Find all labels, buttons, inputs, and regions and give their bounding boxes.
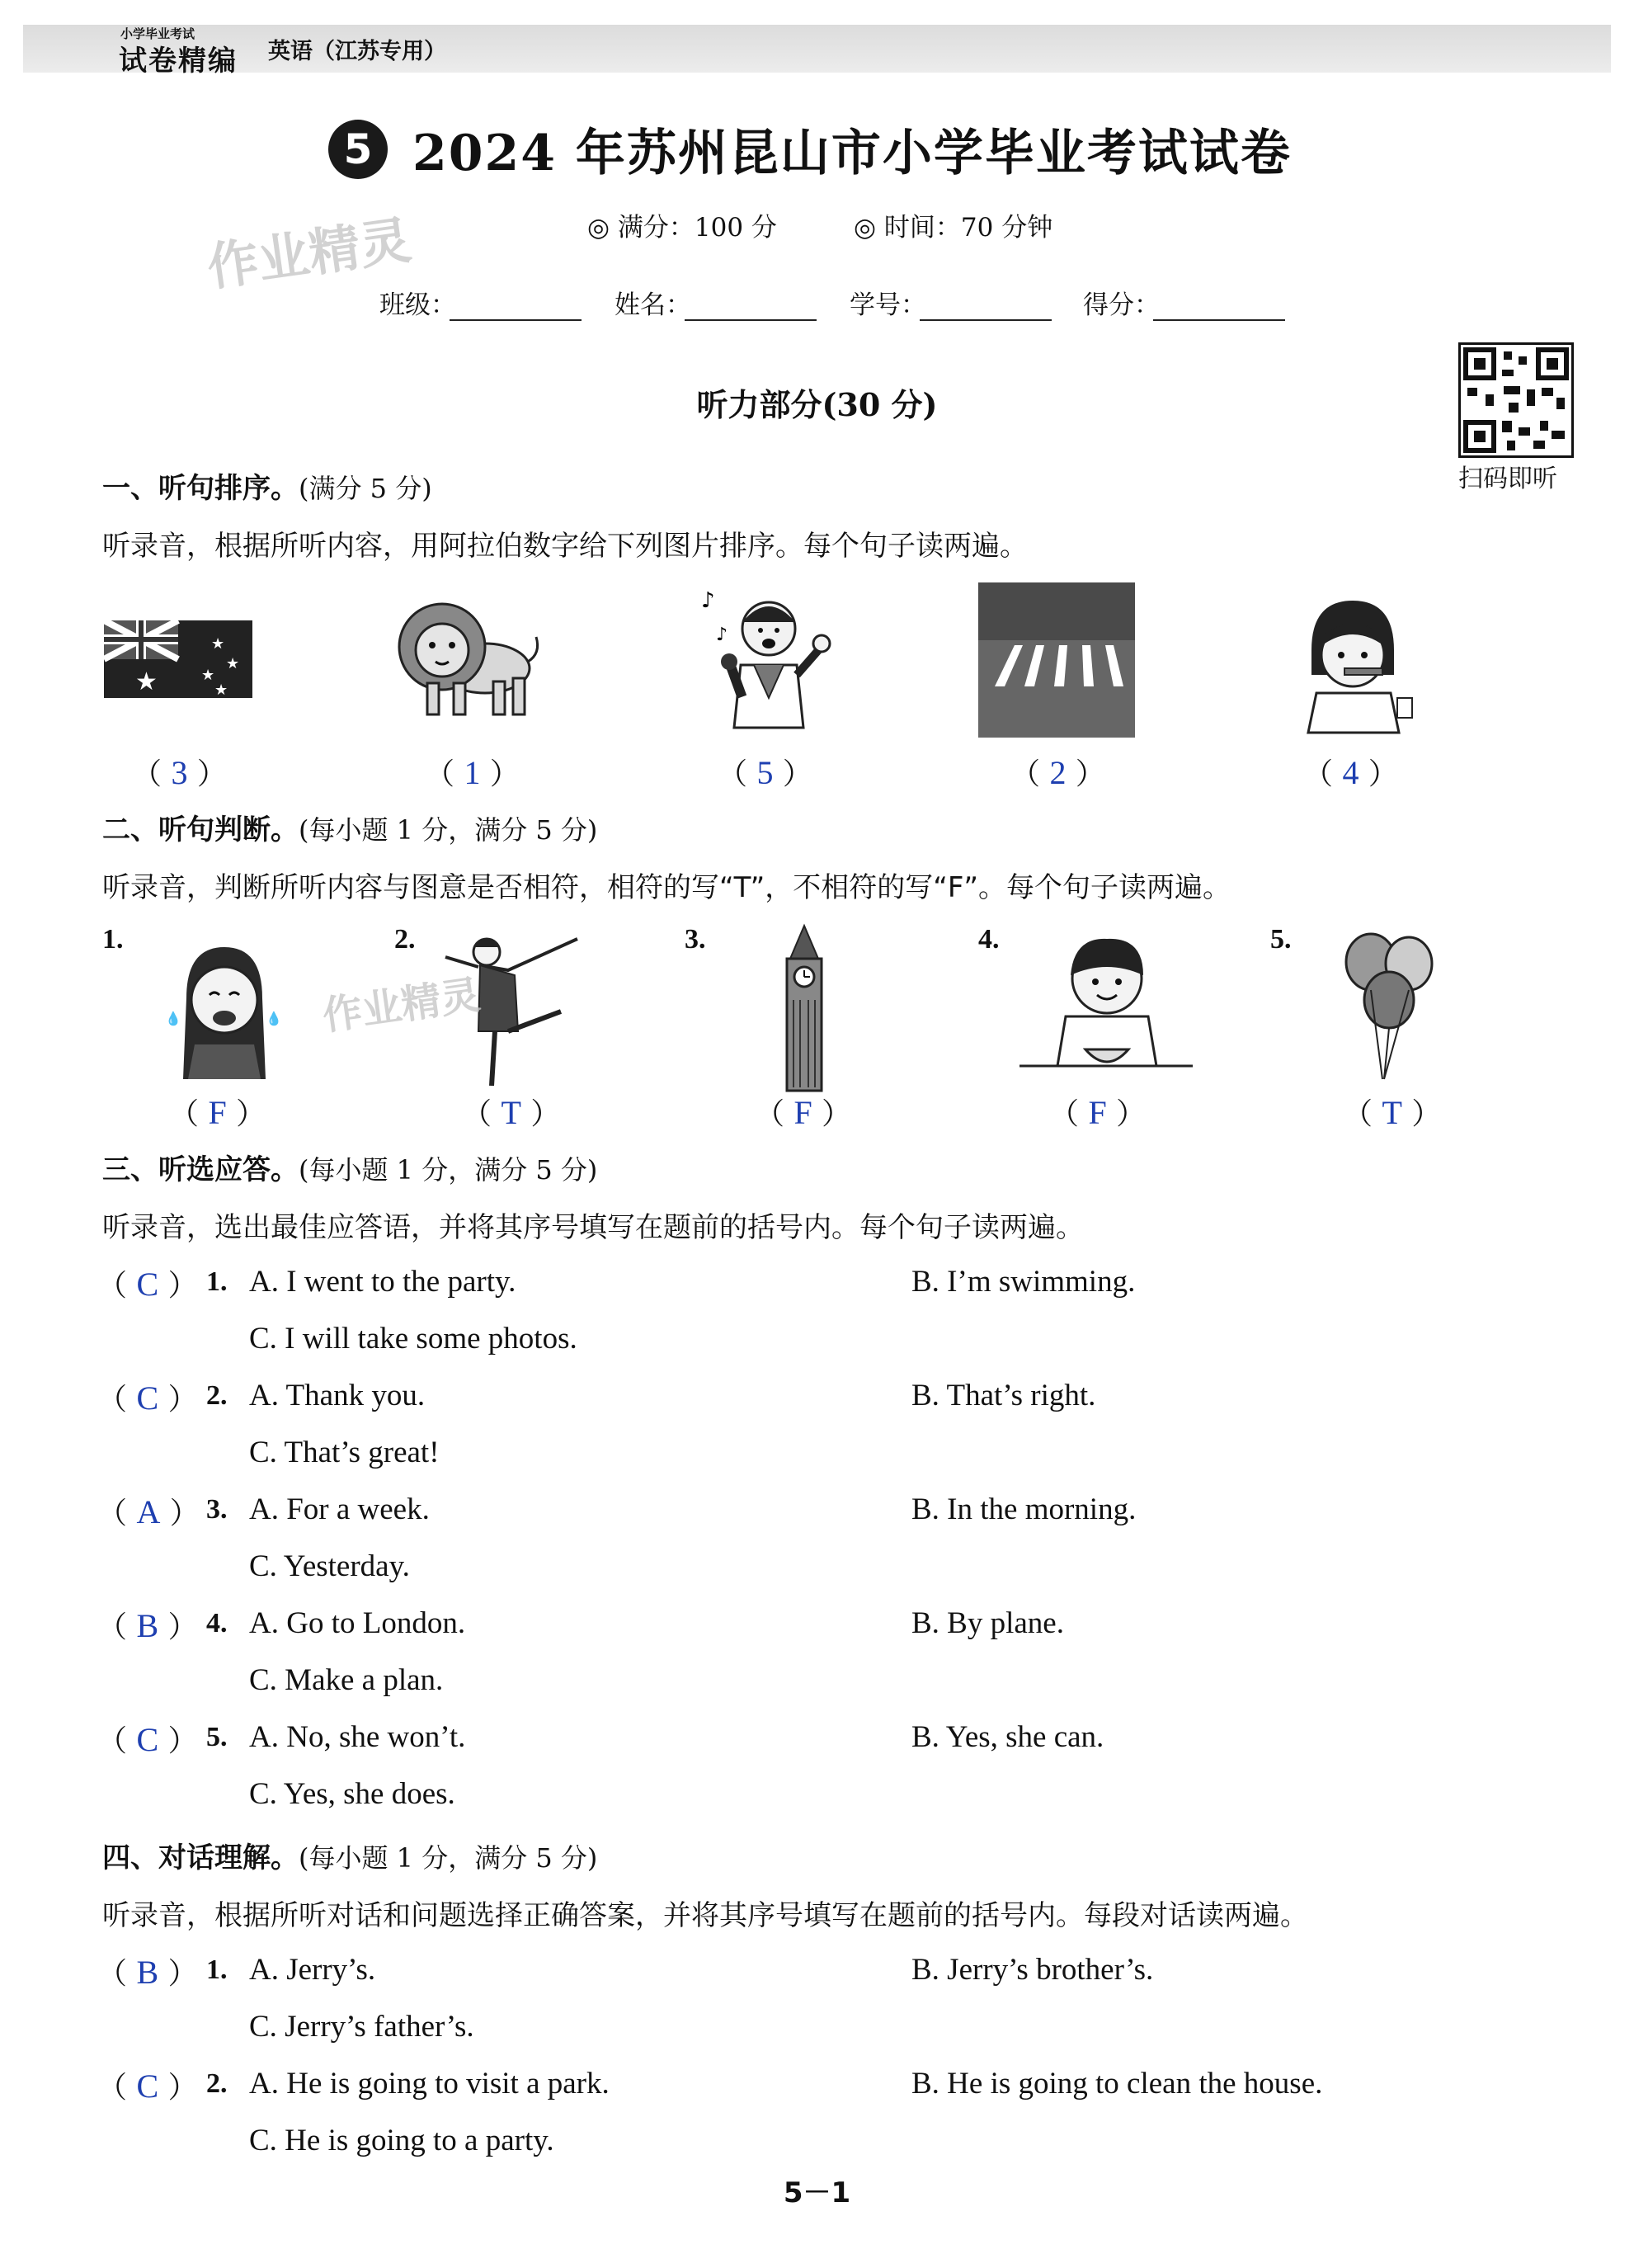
svg-text:★: ★ <box>135 667 158 696</box>
paper-title: 2024 年苏州昆山市小学毕业考试试卷 <box>412 125 1292 182</box>
part1-answer-3-value: 5 <box>756 754 774 791</box>
part3-answer-2[interactable]: （ C ） <box>97 1379 198 1417</box>
part1-answer-3[interactable]: （ 5 ） <box>718 754 812 791</box>
boy-eating-noodles-picture <box>1019 934 1193 1074</box>
part3-answer-1-value: C <box>136 1266 159 1303</box>
part3-item-1-option-c: C. I will take some photos. <box>249 1322 577 1356</box>
svg-text:💧: 💧 <box>266 1011 282 1026</box>
part3-item-3-option-a: A. For a week. <box>249 1492 430 1526</box>
part1-title <box>102 465 432 506</box>
balloons-picture <box>1341 926 1440 1082</box>
part3-item-2-option-a: A. Thank you. <box>249 1379 426 1412</box>
part4-answer-2-value: C <box>136 2068 159 2105</box>
part2-item-4-number: 4. <box>978 924 1000 955</box>
part4-item-2-option-a: A. He is going to visit a park. <box>249 2067 610 2101</box>
paper-number-badge: 5 <box>328 120 388 179</box>
part1-answer-1[interactable]: （ 3 ） <box>132 754 227 791</box>
part3-item-4-option-b: B. By plane. <box>911 1606 1064 1640</box>
part2-answer-1[interactable]: （ F ） <box>169 1094 266 1131</box>
svg-text:★: ★ <box>214 681 228 699</box>
part3-item-1-number: 1. <box>206 1266 228 1297</box>
crying-girl-picture <box>162 941 285 1081</box>
part3-answer-3[interactable]: （ A ） <box>97 1493 200 1530</box>
girl-brushing-teeth-picture <box>1292 601 1415 733</box>
lion-picture <box>394 587 543 719</box>
field-class-label: 班级： <box>379 290 456 320</box>
part1-answer-2-value: 1 <box>464 754 481 791</box>
singing-boy-picture <box>699 582 831 731</box>
watermark-2: 作业精灵 <box>319 971 483 1040</box>
part2-answer-3-value: F <box>793 1094 812 1131</box>
field-class-input[interactable] <box>450 319 582 321</box>
part4-title <box>102 1835 597 1875</box>
part3-answer-2-value: C <box>136 1379 159 1417</box>
field-name-label: 姓名： <box>615 290 691 320</box>
part3-instruction: 听录音，选出最佳应答语，并将其序号填写在题前的括号内。每个句子读两遍。 <box>102 1211 1084 1244</box>
part4-instruction: 听录音，根据所听对话和问题选择正确答案，并将其序号填写在题前的括号内。每段对话读两遍。 <box>102 1899 1308 1932</box>
part1-answer-1-value: 3 <box>171 754 188 791</box>
part3-item-3-number: 3. <box>206 1494 228 1525</box>
part2-answer-2-value: T <box>501 1094 521 1131</box>
part2-answer-5[interactable]: （ T ） <box>1343 1094 1442 1131</box>
series-title: 试卷精编 <box>119 45 238 78</box>
part2-instruction: 听录音，判断所听内容与图意是否相符，相符的写“T”，不相符的写“F”。每个句子读两遍。 <box>102 871 1231 904</box>
part3-item-5-option-b: B. Yes, she can. <box>911 1720 1104 1754</box>
part3-answer-5-value: C <box>136 1721 159 1758</box>
part2-answer-4-value: F <box>1088 1094 1107 1131</box>
part3-item-5-number: 5. <box>206 1722 228 1752</box>
subject-label: 英语（江苏专用） <box>268 39 446 64</box>
part4-note: (每小题 1 分，满分 5 分) <box>299 1842 598 1874</box>
field-id-label: 学号： <box>850 290 926 320</box>
part1-note: (满分 5 分) <box>299 473 432 504</box>
part4-item-2-option-b: B. He is going to clean the house. <box>911 2067 1323 2101</box>
part1-answer-2[interactable]: （ 1 ） <box>425 754 520 791</box>
part3-answer-4[interactable]: （ B ） <box>97 1607 198 1644</box>
part3-item-5-option-c: C. Yes, she does. <box>249 1777 455 1811</box>
part3-item-4-number: 4. <box>206 1608 228 1639</box>
part3-item-4-option-a: A. Go to London. <box>249 1606 466 1640</box>
zebra-crossing-picture <box>978 582 1135 738</box>
part4-answer-1[interactable]: （ B ） <box>97 1954 198 1991</box>
field-name-input[interactable] <box>685 319 817 321</box>
field-score-label: 得分： <box>1083 290 1160 320</box>
big-ben-picture <box>775 926 833 1091</box>
part2-title <box>102 807 597 847</box>
part3-item-2-option-c: C. That’s great! <box>249 1436 440 1469</box>
part3-item-5-option-a: A. No, she won’t. <box>249 1720 466 1754</box>
watermark: 作业精灵 <box>203 210 415 298</box>
svg-text:★: ★ <box>226 655 240 672</box>
part3-title <box>102 1147 597 1187</box>
part2-note: (每小题 1 分，满分 5 分) <box>299 814 598 846</box>
part2-item-5-number: 5. <box>1270 924 1292 955</box>
part3-answer-1[interactable]: （ C ） <box>97 1266 198 1303</box>
part1-title-text: 一、听句排序。 <box>102 472 299 505</box>
svg-text:★: ★ <box>211 635 225 653</box>
australia-flag-picture <box>104 620 252 698</box>
part4-answer-1-value: B <box>136 1954 159 1991</box>
part1-answer-4[interactable]: （ 2 ） <box>1010 754 1105 791</box>
field-score-input[interactable] <box>1153 319 1285 321</box>
part1-answer-4-value: 2 <box>1049 754 1067 791</box>
svg-text:💧: 💧 <box>165 1011 181 1026</box>
part2-answer-5-value: T <box>1382 1094 1402 1131</box>
part1-answer-5-value: 4 <box>1342 754 1359 791</box>
part4-item-2-number: 2. <box>206 2068 228 2099</box>
part4-item-1-option-c: C. Jerry’s father’s. <box>249 2010 474 2044</box>
part3-item-4-option-c: C. Make a plan. <box>249 1663 444 1697</box>
part2-item-1-number: 1. <box>102 924 124 955</box>
header-band <box>23 25 1611 73</box>
part2-item-3-number: 3. <box>685 924 706 955</box>
part2-answer-3[interactable]: （ F ） <box>755 1094 852 1131</box>
part4-item-2-option-c: C. He is going to a party. <box>249 2124 554 2157</box>
part3-item-3-option-c: C. Yesterday. <box>249 1549 410 1583</box>
part3-answer-4-value: B <box>136 1607 159 1644</box>
part3-answer-3-value: A <box>136 1493 161 1530</box>
part4-answer-2[interactable]: （ C ） <box>97 2068 198 2105</box>
qr-caption: 扫码即听 <box>1458 464 1557 493</box>
part2-answer-4[interactable]: （ F ） <box>1049 1094 1147 1131</box>
part3-answer-5[interactable]: （ C ） <box>97 1721 198 1758</box>
svg-text:♪: ♪ <box>701 588 715 613</box>
part3-item-2-number: 2. <box>206 1380 228 1411</box>
page-number: 5－1 <box>783 2176 851 2209</box>
part4-title-text: 四、对话理解。 <box>102 1841 299 1874</box>
part2-answer-2[interactable]: （ T ） <box>462 1094 561 1131</box>
part3-item-1-option-a: A. I went to the party. <box>249 1265 516 1299</box>
svg-text:♪: ♪ <box>716 625 728 645</box>
part3-item-3-option-b: B. In the morning. <box>911 1492 1137 1526</box>
part4-item-1-number: 1. <box>206 1954 228 1985</box>
svg-text:★: ★ <box>201 667 215 684</box>
part2-item-2-number: 2. <box>394 924 416 955</box>
part2-answer-1-value: F <box>208 1094 227 1131</box>
exam-time: ◎ 时间：70 分钟 <box>854 213 1053 243</box>
part1-answer-5[interactable]: （ 4 ） <box>1303 754 1398 791</box>
part4-item-1-option-b: B. Jerry’s brother’s. <box>911 1953 1154 1987</box>
part3-title-text: 三、听选应答。 <box>102 1153 299 1186</box>
part1-instruction: 听录音，根据所听内容，用阿拉伯数字给下列图片排序。每个句子读两遍。 <box>102 530 1028 563</box>
series-subtitle: 小学毕业考试 <box>120 26 195 41</box>
part3-note: (每小题 1 分，满分 5 分) <box>299 1154 598 1186</box>
part4-item-1-option-a: A. Jerry’s. <box>249 1953 376 1987</box>
listening-section-header: 听力部分(30 分) <box>696 386 938 423</box>
part3-item-2-option-b: B. That’s right. <box>911 1379 1096 1412</box>
full-score: ◎ 满分：100 分 <box>587 213 777 243</box>
part2-title-text: 二、听句判断。 <box>102 813 299 846</box>
part3-item-1-option-b: B. I’m swimming. <box>911 1265 1136 1299</box>
field-id-input[interactable] <box>920 319 1052 321</box>
